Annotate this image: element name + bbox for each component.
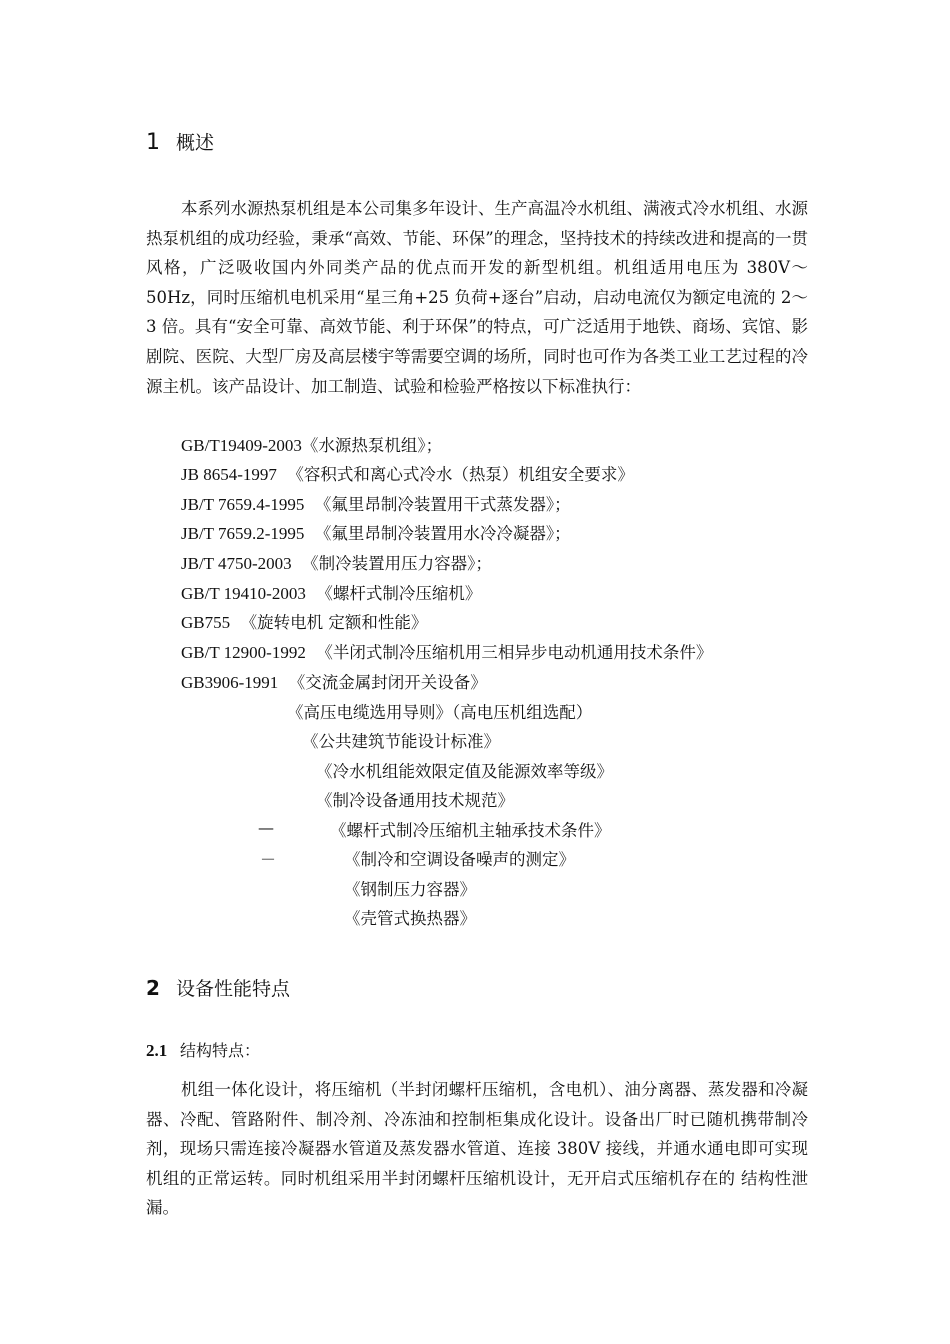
subsection-title: 结构特点： xyxy=(180,1041,261,1060)
subsection-2-1-heading xyxy=(146,1038,260,1061)
standard-title: 《水源热泵机组》； xyxy=(301,436,443,455)
standard-title: 《半闭式制冷压缩机用三相异步电动机通用技术条件》 xyxy=(316,643,713,662)
subsection-number: 2.1 xyxy=(146,1041,168,1060)
extra-standard: 《公共建筑节能设计标准》 xyxy=(302,732,500,751)
standard-title: 《制冷装置用压力容器》； xyxy=(302,554,492,573)
standard-title: 《容积式和离心式冷水（热泵）机组安全要求》 xyxy=(287,465,634,484)
standard-item xyxy=(181,520,571,544)
standard-title: 《交流金属封闭开关设备》 xyxy=(288,673,487,692)
standard-code: JB/T 4750-2003 xyxy=(181,554,292,573)
standard-item xyxy=(181,461,634,485)
standard-code: JB/T 7659.2-1995 xyxy=(181,524,305,543)
standard-code: JB 8654-1997 xyxy=(181,465,277,484)
standard-title: 《氟里昂制冷装置用干式蒸发器》； xyxy=(314,495,571,514)
section-title: 设备性能特点 xyxy=(176,978,291,1000)
section-1-heading xyxy=(146,128,214,155)
standard-item xyxy=(181,609,427,633)
standard-code: GB/T 12900-1992 xyxy=(181,643,306,662)
extra-standard: 《壳管式换热器》 xyxy=(344,909,476,928)
standard-item xyxy=(181,491,571,515)
overview-paragraph: 本系列水源热泵机组是本公司集多年设计、生产高温冷水机组、满液式冷水机组、水源热泵机组的成功经验，秉承“高效、节能、环保”的理念，坚持技术的持续改进和提高的一贯风格，广泛吸收国内外同类产品的优点而开发的新型机组。机组适用电压为 380V～50Hz，同时压缩机电机采用“星三角+25 负荷+逐台”启动，启动电流仅为额定电流的 2～3 倍。具有“安全可靠、高效节能、利于环保”的特点，可广泛适用于地铁、商场、宾馆、影剧院、医院、大型厂房及高层楼宇等需要空调的场所，同时也可作为各类工业工艺过程的冷源主机。该产品设计、加工制造、试验和检验严格按以下标准执行： xyxy=(146,199,808,396)
standard-item xyxy=(181,432,442,456)
extra-standard: 《高压电缆选用导则》（高电压机组选配） xyxy=(287,703,593,722)
extra-standard: 《制冷设备通用技术规范》 xyxy=(316,791,514,810)
standard-item xyxy=(181,580,481,604)
standard-item xyxy=(181,550,492,574)
dash-mark: － xyxy=(260,850,277,869)
standard-item xyxy=(181,669,487,693)
structure-paragraph: 机组一体化设计，将压缩机（半封闭螺杆压缩机，含电机）、油分离器、蒸发器和冷凝器、冷配、管路附件、制冷剂、冷冻油和控制柜集成化设计。设备出厂时已随机携带制冷剂，现场只需连接冷凝器水管道及蒸发器水管道、连接 380V 接线，并通水通电即可实现机组的正常运转。同时机组采用半封闭螺杆压缩机设计，无开启式压缩机存在的 结构性泄漏。 xyxy=(146,1080,808,1218)
extra-standard: 《螺杆式制冷压缩机主轴承技术条件》 xyxy=(330,821,611,840)
dash-mark: — xyxy=(258,818,274,837)
section-number: 2 xyxy=(146,976,160,1000)
standard-code: GB/T 19410-2003 xyxy=(181,584,306,603)
standard-title: 《旋转电机 定额和性能》 xyxy=(240,613,428,632)
standard-code: GB3906-1991 xyxy=(181,673,279,692)
section-number: 1 xyxy=(146,130,160,155)
standard-item xyxy=(181,639,712,663)
extra-standard: 《冷水机组能效限定值及能源效率等级》 xyxy=(316,762,613,781)
standard-code: GB755 xyxy=(181,613,231,632)
section-title: 概述 xyxy=(176,132,215,154)
standard-code: GB/T19409-2003 xyxy=(181,436,302,455)
extra-standard: 《制冷和空调设备噪声的测定》 xyxy=(344,850,575,869)
standard-code: JB/T 7659.4-1995 xyxy=(181,495,305,514)
section-2-heading xyxy=(146,974,290,1001)
standard-title: 《氟里昂制冷装置用水冷冷凝器》； xyxy=(314,524,571,543)
extra-standard: 《钢制压力容器》 xyxy=(344,880,476,899)
standard-title: 《螺杆式制冷压缩机》 xyxy=(316,584,482,603)
